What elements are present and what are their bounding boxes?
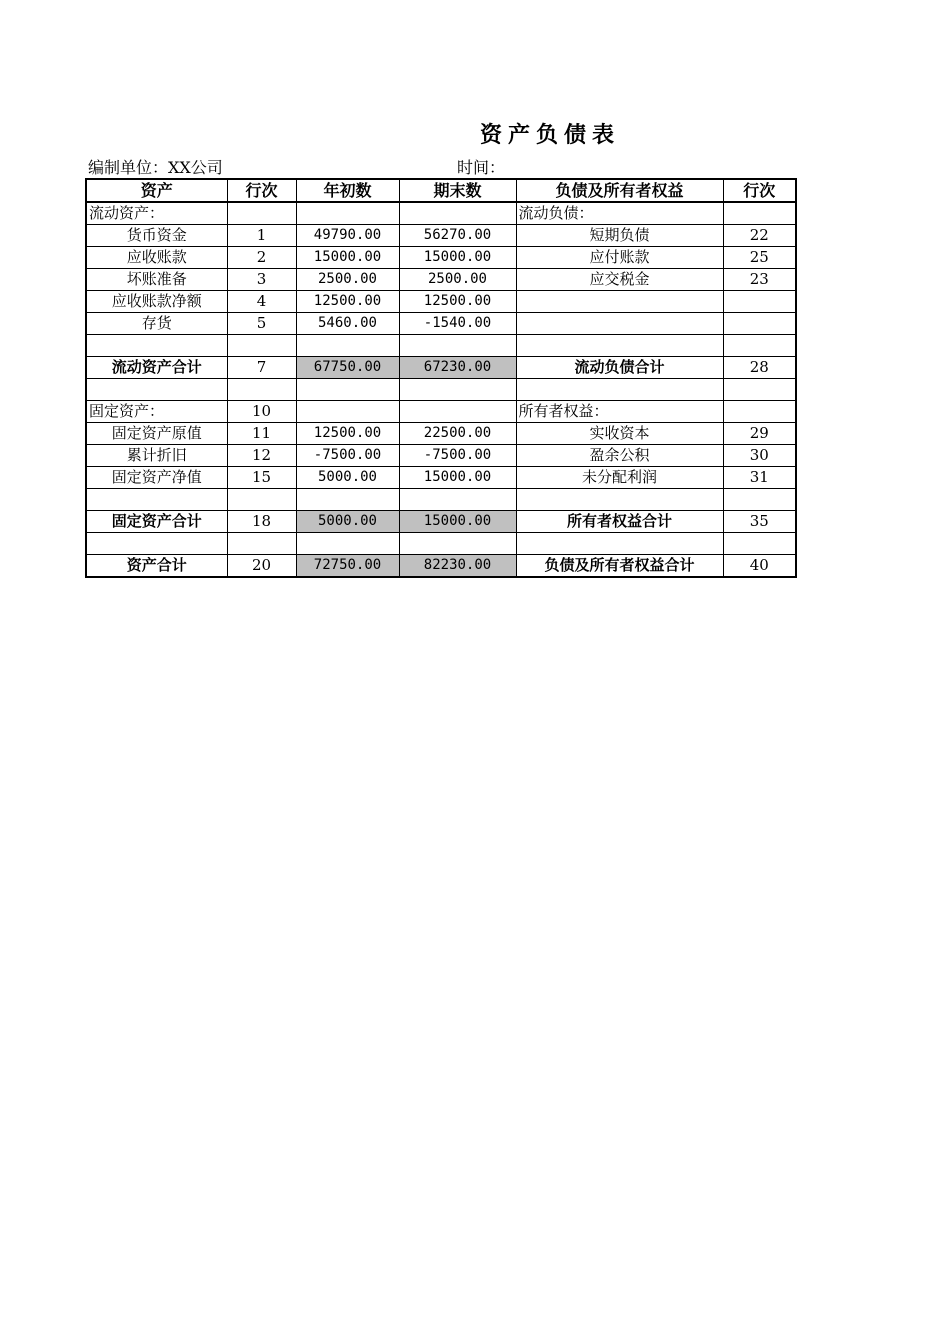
beginning-value-cell: 49790.00 [296,225,399,247]
asset-line-no-cell: 18 [227,511,296,533]
ending-value-cell [399,202,516,225]
table-row [86,555,796,578]
balance-sheet-table [85,178,797,578]
beginning-value-cell: 12500.00 [296,423,399,445]
beginning-value-cell: 2500.00 [296,269,399,291]
liability-line-no-cell: 31 [723,467,796,489]
liability-item-cell [516,489,723,511]
asset-line-no-cell [227,489,296,511]
header-line-no-right: 行次 [723,179,796,202]
table-row [86,291,796,313]
header-assets: 资产 [86,179,227,202]
liability-line-no-cell: 23 [723,269,796,291]
ending-value-cell [399,335,516,357]
asset-line-no-cell [227,335,296,357]
asset-line-no-cell: 5 [227,313,296,335]
asset-line-no-cell: 20 [227,555,296,578]
liability-line-no-cell [723,489,796,511]
ending-value-cell: -7500.00 [399,445,516,467]
liability-item-cell: 流动负债合计 [516,357,723,379]
liability-line-no-cell: 30 [723,445,796,467]
table-row [86,357,796,379]
liability-line-no-cell: 35 [723,511,796,533]
asset-item-cell: 固定资产合计 [86,511,227,533]
beginning-value-cell [296,401,399,423]
asset-item-cell: 坏账准备 [86,269,227,291]
asset-line-no-cell: 2 [227,247,296,269]
liability-item-cell [516,335,723,357]
asset-line-no-cell: 7 [227,357,296,379]
table-row [86,202,796,225]
asset-item-cell: 存货 [86,313,227,335]
liability-line-no-cell [723,291,796,313]
table-row [86,489,796,511]
time-label: 时间： [457,158,506,177]
beginning-value-cell: 72750.00 [296,555,399,578]
beginning-value-cell: -7500.00 [296,445,399,467]
asset-line-no-cell: 1 [227,225,296,247]
liability-item-cell [516,291,723,313]
liability-line-no-cell [723,335,796,357]
table-row [86,335,796,357]
liability-line-no-cell [723,533,796,555]
ending-value-cell [399,379,516,401]
asset-item-cell: 货币资金 [86,225,227,247]
asset-item-cell: 固定资产： [86,401,227,423]
table-row [86,313,796,335]
ending-value-cell: 15000.00 [399,247,516,269]
beginning-value-cell: 5000.00 [296,467,399,489]
beginning-value-cell [296,533,399,555]
header-line-no: 行次 [227,179,296,202]
liability-item-cell: 流动负债： [516,202,723,225]
ending-value-cell: 12500.00 [399,291,516,313]
beginning-value-cell [296,335,399,357]
asset-item-cell [86,379,227,401]
asset-item-cell: 资产合计 [86,555,227,578]
liability-item-cell: 所有者权益： [516,401,723,423]
table-row [86,247,796,269]
beginning-value-cell: 15000.00 [296,247,399,269]
liability-item-cell: 应交税金 [516,269,723,291]
liability-item-cell: 所有者权益合计 [516,511,723,533]
table-row [86,511,796,533]
asset-item-cell: 应收账款 [86,247,227,269]
asset-line-no-cell: 10 [227,401,296,423]
asset-item-cell: 应收账款净额 [86,291,227,313]
liability-line-no-cell [723,379,796,401]
asset-item-cell: 固定资产原值 [86,423,227,445]
table-row [86,423,796,445]
ending-value-cell: 2500.00 [399,269,516,291]
beginning-value-cell: 5460.00 [296,313,399,335]
asset-line-no-cell: 15 [227,467,296,489]
table-row [86,269,796,291]
ending-value-cell: 67230.00 [399,357,516,379]
ending-value-cell: 15000.00 [399,511,516,533]
liability-line-no-cell [723,313,796,335]
asset-line-no-cell: 4 [227,291,296,313]
ending-value-cell: 15000.00 [399,467,516,489]
beginning-value-cell: 67750.00 [296,357,399,379]
liability-item-cell [516,533,723,555]
company-unit-label: 编制单位：XX公司 [88,158,223,177]
asset-line-no-cell: 3 [227,269,296,291]
beginning-value-cell [296,202,399,225]
ending-value-cell: -1540.00 [399,313,516,335]
asset-line-no-cell [227,379,296,401]
page-title: 资产负债表 [479,123,620,148]
asset-item-cell: 固定资产净值 [86,467,227,489]
table-row [86,467,796,489]
asset-item-cell [86,489,227,511]
beginning-value-cell [296,379,399,401]
table-row [86,225,796,247]
liability-line-no-cell: 29 [723,423,796,445]
liability-line-no-cell [723,202,796,225]
header-ending-balance: 期末数 [399,179,516,202]
beginning-value-cell [296,489,399,511]
asset-line-no-cell: 12 [227,445,296,467]
asset-item-cell: 流动资产合计 [86,357,227,379]
liability-item-cell: 未分配利润 [516,467,723,489]
header-liabilities-equity: 负债及所有者权益 [516,179,723,202]
asset-line-no-cell [227,202,296,225]
asset-line-no-cell [227,533,296,555]
table-row [86,379,796,401]
table-row [86,401,796,423]
table-row [86,533,796,555]
ending-value-cell: 56270.00 [399,225,516,247]
table-row [86,445,796,467]
asset-item-cell [86,335,227,357]
asset-item-cell [86,533,227,555]
liability-item-cell [516,313,723,335]
liability-item-cell: 实收资本 [516,423,723,445]
beginning-value-cell: 5000.00 [296,511,399,533]
asset-item-cell: 流动资产： [86,202,227,225]
header-beginning-balance: 年初数 [296,179,399,202]
asset-item-cell: 累计折旧 [86,445,227,467]
ending-value-cell: 22500.00 [399,423,516,445]
liability-line-no-cell: 22 [723,225,796,247]
liability-line-no-cell [723,401,796,423]
liability-line-no-cell: 28 [723,357,796,379]
liability-line-no-cell: 40 [723,555,796,578]
header-row [86,179,796,202]
liability-item-cell: 短期负债 [516,225,723,247]
ending-value-cell [399,489,516,511]
ending-value-cell [399,533,516,555]
beginning-value-cell: 12500.00 [296,291,399,313]
liability-line-no-cell: 25 [723,247,796,269]
ending-value-cell: 82230.00 [399,555,516,578]
asset-line-no-cell: 11 [227,423,296,445]
ending-value-cell [399,401,516,423]
liability-item-cell: 盈余公积 [516,445,723,467]
liability-item-cell: 应付账款 [516,247,723,269]
liability-item-cell: 负债及所有者权益合计 [516,555,723,578]
liability-item-cell [516,379,723,401]
